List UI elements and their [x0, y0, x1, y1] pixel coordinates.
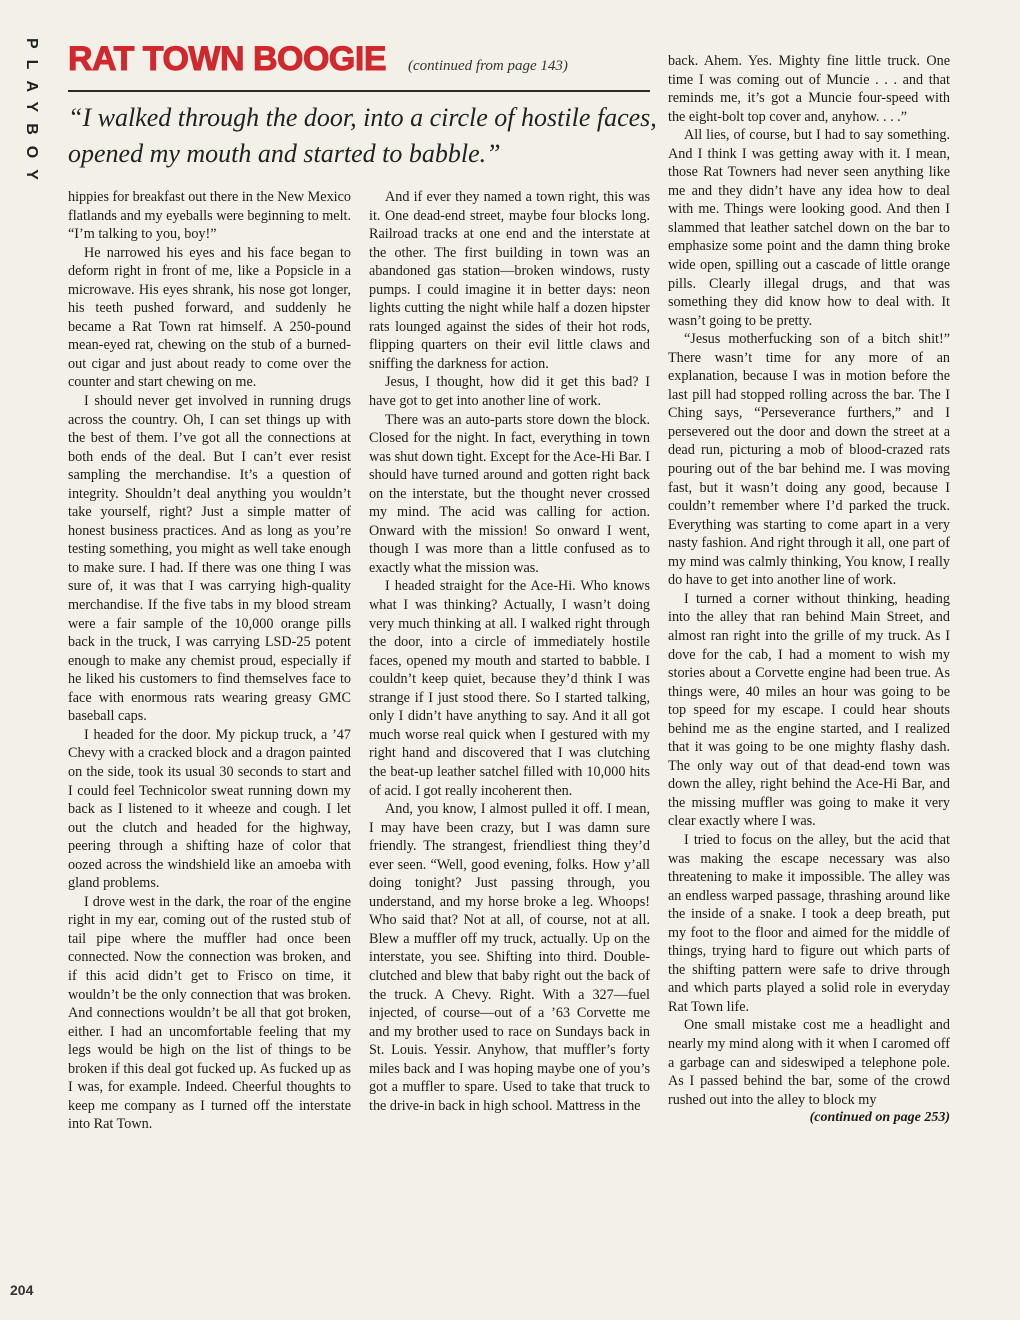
- paragraph: And if ever they named a town right, this was it. One dead-end street, maybe four blocks long. Railroad tracks at one end and the interstate at the other. The first building in town was an abandoned gas station—broken windows, rusty pumps. I could imagine it in better days: neon lights cutting the night while half a dozen hipster rats lounged against the sides of their hot rods, flipping quarters on their evil little claws and sniffing the darkness for action.: [369, 189, 650, 372]
- paragraph: There was an auto-parts store down the block. Closed for the night. In fact, everything in town was shut down tight. Except for the Ace-Hi Bar. I should have turned around and gotten right back on the interstate, but the thought never crossed my mind. The acid was calling for action. Onward with the mission! So onward I went, though I was more than a little confused as to exactly what the mission was.: [369, 411, 650, 576]
- paragraph: One small mistake cost me a headlight and nearly my mind along with it when I caromed off a garbage can and sideswiped a telephone pole. As I passed behind the bar, some of the crowd rushed out into the alley to block my: [668, 1017, 950, 1108]
- text-column-3: [668, 52, 950, 1128]
- paragraph: I headed straight for the Ace-Hi. Who knows what I was thinking? Actually, I wasn’t doing very much thinking at all. I walked right through the door, into a circle of immediately hostile faces, opened my mouth and started to babble. I couldn’t keep quiet, because they’d think I was strange if I just stood there. So I started talking, only I didn’t have anything to say. And it all got much worse real quick when I gestured with my right hand and discovered that I was clutching the beat-up leather satchel filled with 10,000 hits of acid. I got really incoherent then.: [369, 578, 650, 799]
- paragraph: I should never get involved in running drugs across the country. Oh, I can set things up with the best of them. I’ve got all the connections at both ends of the deal. But I can’t ever resist sampling the merchandise. It’s a question of integrity. Shouldn’t deal anything you wouldn’t take yourself, right? Just a simple matter of honest business practices. And as long as you’re testing something, you might as well take enough to make sure. I had. If there was one thing I was sure of, it was that I was carrying high-quality merchandise. If the five tabs in my blood stream were a fair sample of the 10,000 orange pills back in the truck, I was carrying LSD-25 potent enough to make any chemist proud, especially if he liked his customers to find themselves face to face with enormous rats wearing greasy GMC baseball caps.: [68, 393, 351, 725]
- paragraph: I headed for the door. My pickup truck, a ’47 Chevy with a cracked block and a dragon painted on the side, took its usual 30 seconds to start and I could feel Technicolor sweat running down my back as I listened to it wheeze and cough. I let out the clutch and headed for the highway, peering through a shifting haze of color that oozed across the windshield like an amoeba with gland problems.: [68, 726, 351, 892]
- continued-from: (continued from page 143): [408, 58, 568, 74]
- article-header: [68, 40, 648, 88]
- paragraph: I drove west in the dark, the roar of the engine right in my ear, coming out of the rusted stub of tail pipe where the muffler had once been connected. Now the connection was broken, and if this acid didn’t get to Frisco on time, it wouldn’t be the only connection that was broken. And connections wouldn’t be all that got broken, either. I had an uncomfortable feeling that my legs would be high on the list of things to be broken if this deal got fucked up. As fucked up as I was, for example. Indeed. Cheerful thoughts to keep me company as I turned off the interstate into Rat Town.: [68, 893, 351, 1133]
- magazine-name: PLAYBOY: [23, 38, 40, 191]
- header-rule: [68, 90, 650, 92]
- paragraph: He narrowed his eyes and his face began to deform right in front of me, like a Popsicle in a microwave. His eyes shrank, his nose got longer, his teeth pushed forward, and suddenly he became a Rat Town rat himself. A 250-pound mean-eyed rat, chewing on the stub of a burned-out cigar and just about ready to come over the counter and start chewing on me.: [68, 244, 351, 391]
- magazine-sidebar: [12, 38, 52, 208]
- paragraph: And, you know, I almost pulled it off. I mean, I may have been crazy, but I was damn sure friendly. The strangest, friendliest thing they’d ever seen. “Well, good evening, folks. How y’all doing tonight? Just passing through, you understand, and my horse broke a leg. Whoops! Who said that? Not at all, of course, not at all. Blew a muffler off my truck, actually. Up on the interstate, you see. Shifting into third. Double-clutched and blew that baby right out the back of the truck. A Chevy. Right. With a 327—fuel injected, of course—out of a ’63 Corvette me and my brother used to race on Sundays back in St. Louis. Yessir. Anyhow, that muffler’s forty miles back and I was hoping maybe one of you’s got a muffler to spare. Used to take that truck to the drive-in back in high school. Mattress in the: [369, 801, 650, 1114]
- page-number: 204: [10, 1282, 34, 1298]
- text-column-1: [68, 188, 351, 1134]
- paragraph: I tried to focus on the alley, but the acid that was making the escape necessary was also threatening to make it impossible. The alley was an endless warped passage, thrashing around like the inside of a snake. I took a deep breath, put my foot to the floor and aimed for the middle of things, trying hard to figure out which parts of the shifting pattern were safe to drive through and which parts played a solid role in everyday Rat Town life.: [668, 831, 950, 1015]
- paragraph: I turned a corner without thinking, heading into the alley that ran behind Main Street, and almost ran right into the grille of my truck. As I dove for the cab, I had a moment to wish my stories about a Corvette engine had been true. As things were, 40 miles an hour was going to be top speed for my escape. I could hear shouts behind me as the engine started, and I realized that it was going to be one mighty flashy dash. The only way out of that dead-end town was down the alley, right behind the Ace-Hi Bar, and the missing muffler was going to make it very clear exactly where I was.: [668, 590, 950, 830]
- text-column-2: [369, 188, 650, 1115]
- paragraph: Jesus, I thought, how did it get this bad? I have got to get into another line of work.: [369, 374, 650, 410]
- pull-quote: “I walked through the door, into a circle of hostile faces, opened my mouth and started to babble.”: [68, 103, 657, 168]
- paragraph: back. Ahem. Yes. Mighty fine little truck. One time I was coming out of Muncie . . . and that reminds me, it’s got a Muncie four-speed with the eight-bolt top cover and, anyhow. . . .”: [668, 53, 950, 125]
- paragraph: hippies for breakfast out there in the New Mexico flatlands and my eyeballs were beginning to melt. “I’m talking to you, boy!”: [68, 189, 351, 243]
- paragraph: “Jesus motherfucking son of a bitch shit!” There wasn’t time for any more of an explanation, because I was in motion before the last pill had stopped rolling across the bar. The I Ching says, “Perseverance furthers,” and I persevered out the door and down the street at a dead run, picturing a mob of blood-crazed rats pouring out of the bar behind me. I was moving fast, but it wasn’t doing any good, because I couldn’t remember where I’d parked the truck. Everything was starting to come apart in a very nasty fashion. And right through it all, one part of my mind was calmly thinking, You know, I really do have to get into another line of work.: [668, 331, 950, 589]
- article-title: RAT TOWN BOOGIE: [68, 40, 387, 78]
- continued-on: (continued on page 253): [809, 1110, 950, 1126]
- paragraph: All lies, of course, but I had to say something. And I think I was getting away with it. I mean, those Rat Towners had never seen anything like me and they didn’t have any idea how to deal with me. Things were looking good. And then I slammed that leather satchel down on the bar to emphasize some point and the damn thing broke wide open, spilling out a cascade of little orange pills. Clearly illegal drugs, and that was something they did know how to deal with. It wasn’t going to be pretty.: [668, 127, 950, 329]
